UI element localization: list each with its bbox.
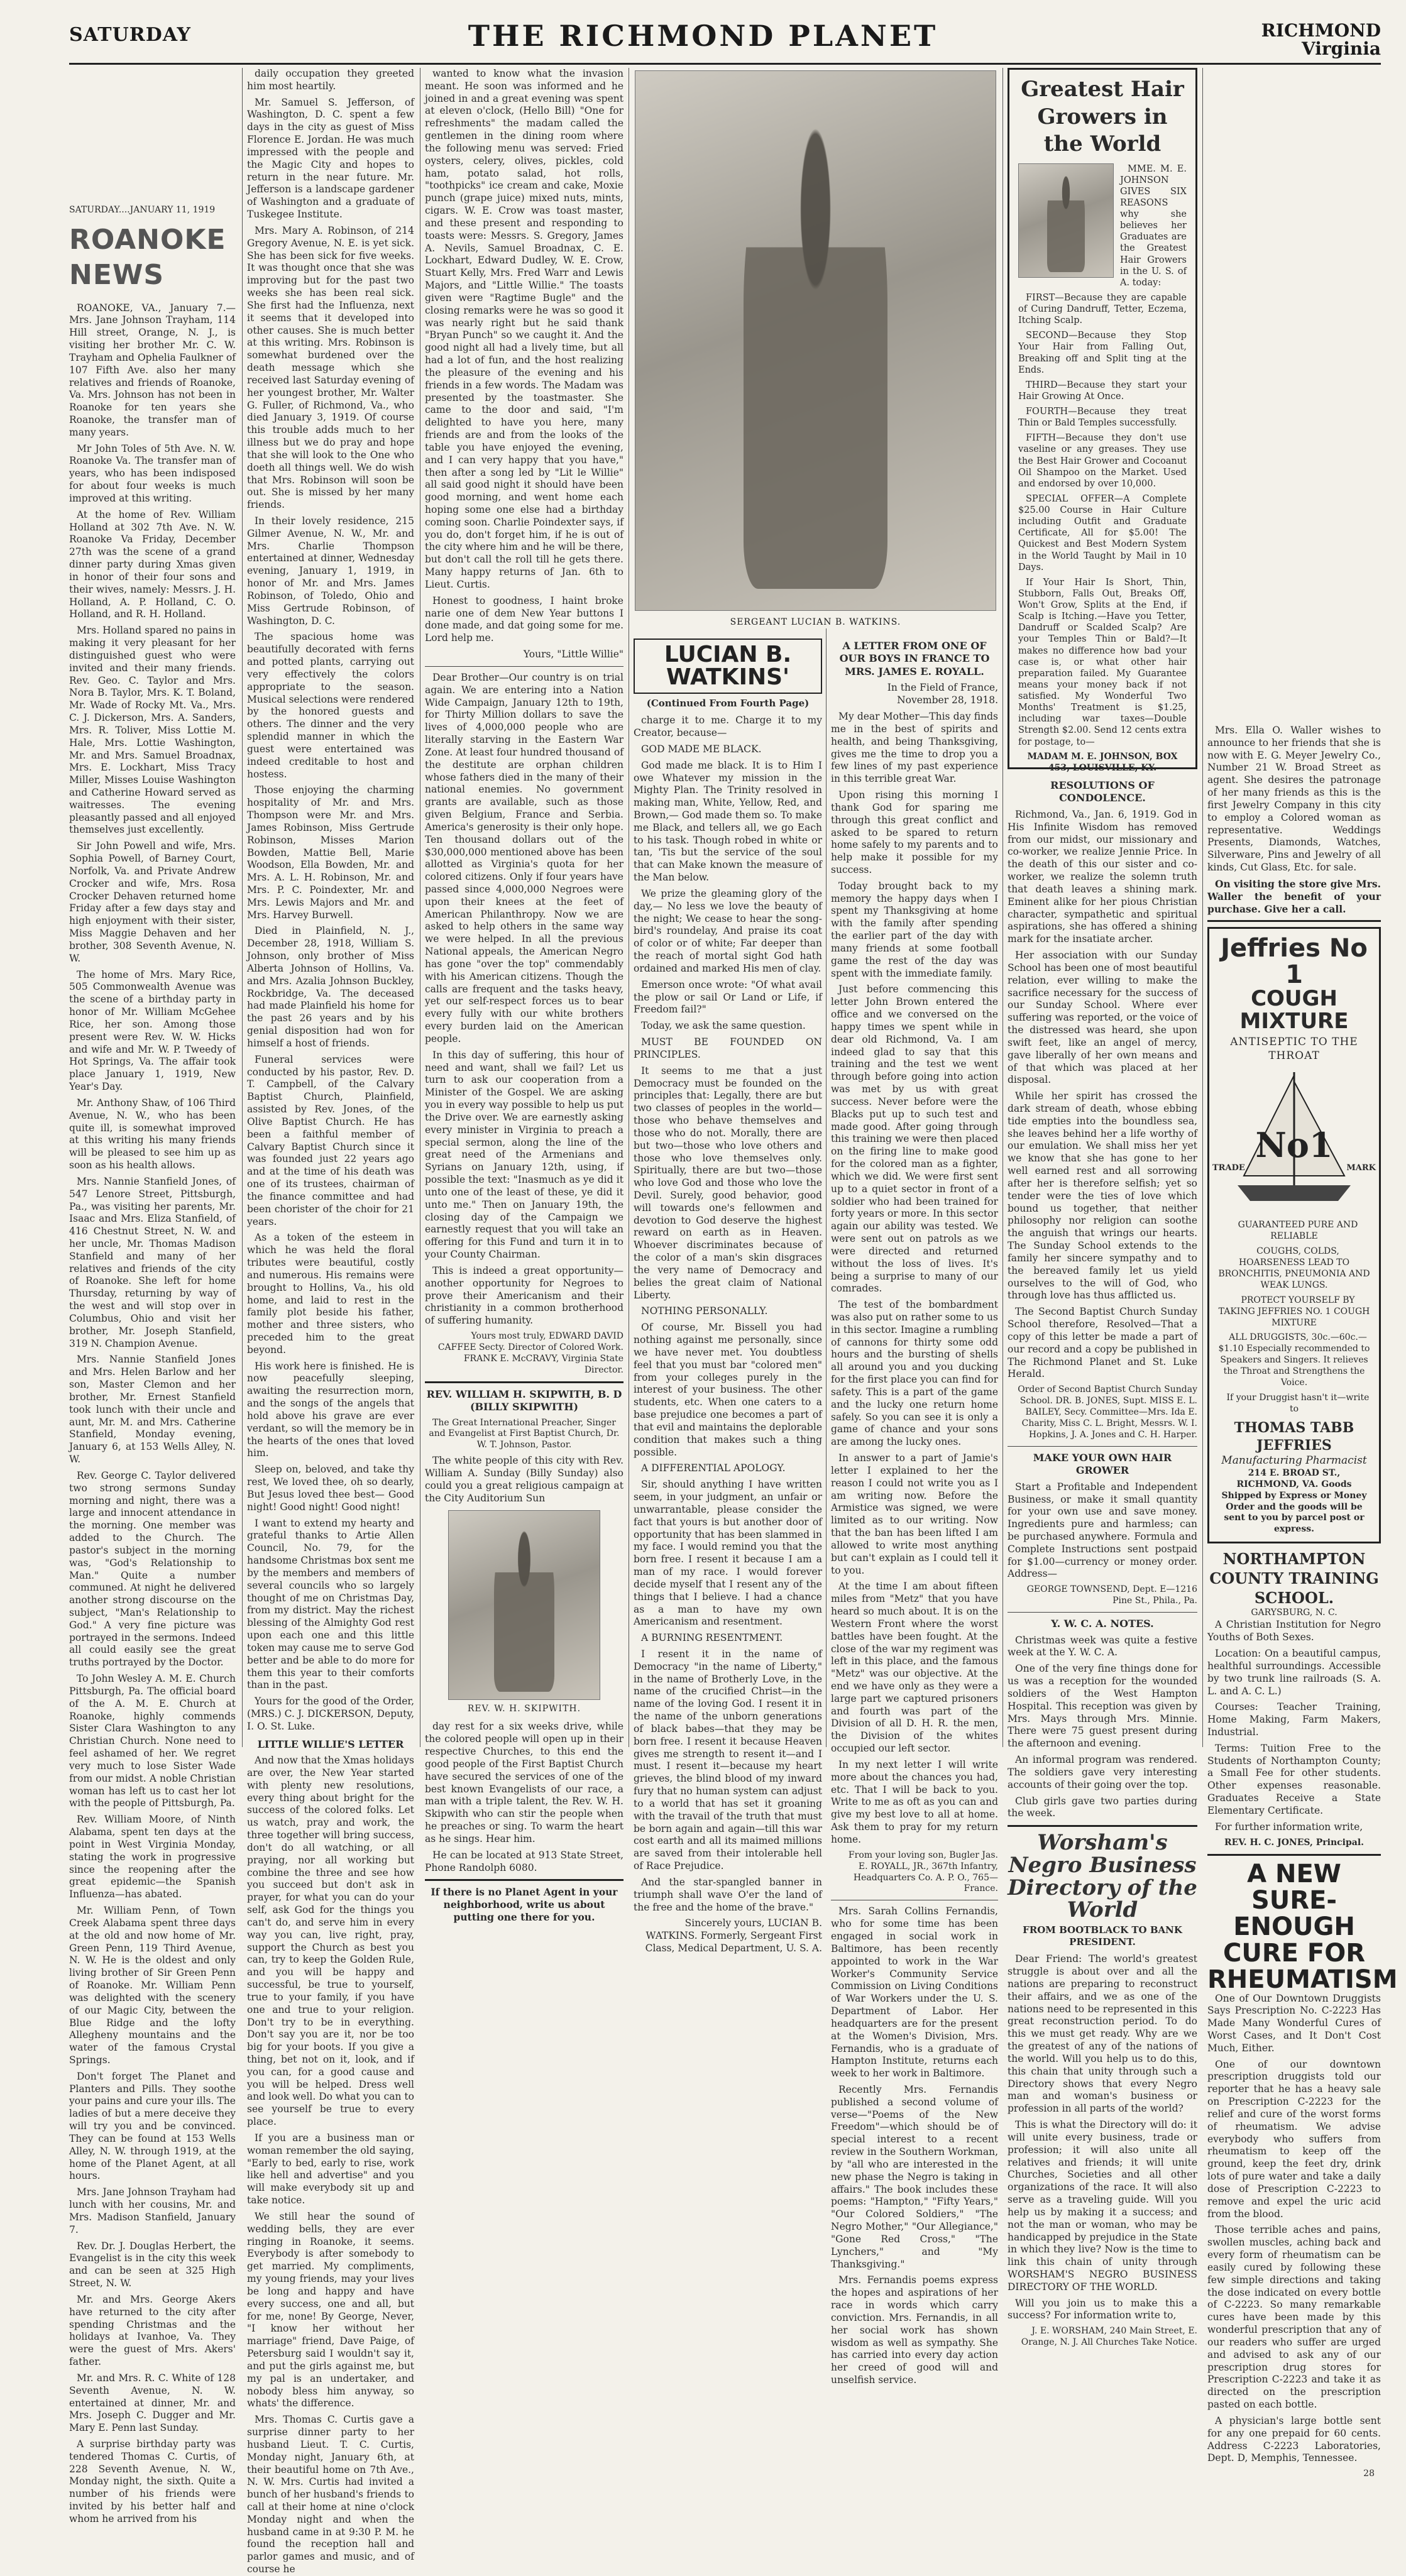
- signature: J. E. WORSHAM, 240 Main Street, E. Orange, N. J. All Churches Take Notice.: [1021, 2326, 1197, 2348]
- trademark-ship-icon: [1212, 1069, 1376, 1214]
- paragraph: Location: On a beautiful campus, healthful surroundings. Accessible by two trunk line railroads (S. A. L. and A. C. L.): [1207, 1648, 1381, 1697]
- paragraph: A surprise birthday party was tendered Thomas C. Curtis, of 228 Seventh Avenue, N. W., Monday night, the sixth. Quite a number of his friends were invited by his better half and whom he arrived from his: [69, 2438, 236, 2524]
- article-body: [425, 68, 623, 645]
- signature: Yours, "Little Willie": [523, 649, 623, 660]
- column-ads-1: [1008, 68, 1198, 2348]
- paragraph: In their lovely residence, 215 Gilmer Avenue, N. W., Mr. and Mrs. Charlie Thompson entertained at dinner, Wednesday evening, January 1, 1919, in honor of Mr. and Mrs. James Robinson, of Toledo, Ohio and Miss Gertrude Robinson, of Washington, D. C.: [247, 515, 414, 627]
- directory-subtitle: FROM BOOTBLACK TO BANK PRESIDENT.: [1023, 1924, 1182, 1948]
- paragraph: Terms: Tuition Free to the Students of Northampton County; a Small Fee for other students. Other expenses reasonable. Graduates Receive a State Elementary Certificate.: [1207, 1742, 1381, 1816]
- ad-subtitle: ANTISEPTIC TO THE THROAT: [1230, 1035, 1358, 1062]
- divider: [1008, 1612, 1197, 1613]
- paragraph: MME. M. E. JOHNSON GIVES SIX REASONS why she believes her Graduates are the Greatest Hair Growers in the U. S. of A. today:: [1120, 163, 1187, 288]
- paragraph: FIRST—Because they are capable of Curing Dandruff, Tetter, Eczema, Itching Scalp.: [1018, 292, 1187, 326]
- paragraph: Start a Profitable and Independent Business, or make it small quantity for your own use and save money. Ingredients pure and harmless; can be purchased anywhere. Formula and Complete Instructions sent postpaid for $1.00—currency or money order. Address—: [1008, 1481, 1197, 1580]
- waller-note: On visiting the store give Mrs. Waller the benefit of your purchase. Give her a call.: [1207, 877, 1381, 915]
- article-heading: Y. W. C. A. NOTES.: [1051, 1618, 1154, 1630]
- paragraph: Don't forget The Planet and Planters and Pills. They soothe your pains and cure your ills. The ladies of but a mere deceive they will try you and be convinced. They can be found at 153 Wells Alley, N. W. through 1919, at the home of the Planet Agent, at all hours.: [69, 2070, 236, 2182]
- divider: [425, 1381, 623, 1383]
- masthead-location: [1261, 21, 1381, 58]
- manufacturer-name: THOMAS TABB JEFFRIES: [1234, 1419, 1354, 1454]
- paragraph: SECOND—Because they Stop Your Hair from Falling Out, Breaking off and Split ting at the Ends.: [1018, 331, 1187, 375]
- paragraph: Rev. George C. Taylor delivered two strong sermons Sunday morning and night, there was a large and innocent attendance in the morning. One member was added to the Church. The pastor's subject in the morning was, "God's Relationship to Man." Quite a number communed. At night he delivered another strong discourse on the subject, "Man's Relationship to God." A very fine picture was portrayed in the sermons. Indeed all could easily see the great truths portrayed by the Doctor.: [69, 1469, 236, 1669]
- school-place: GARYSBURG, N. C.: [1251, 1608, 1337, 1618]
- paragraph: In answer to a part of Jamie's letter I explained to her the reason I could not write you as I am writing now. Before the Armistice was signed, we were limited as to our writing. Now that the ban has been lifted I am allowed to write most anything but can't explain as I could tell it to you.: [831, 1452, 998, 1576]
- page-number: 28: [1363, 2469, 1375, 2479]
- paragraph: Yours for the good of the Order, (MRS.) C. J. DICKERSON, Deputy, I. O. St. Luke.: [247, 1696, 414, 1732]
- section-heading: ROANOKE NEWS: [69, 223, 226, 292]
- trademark-label: No1: [1255, 1125, 1333, 1166]
- masthead-title: THE RICHMOND PLANET: [468, 19, 938, 53]
- trade-label: TRADE: [1212, 1163, 1245, 1173]
- article-body: [247, 1755, 414, 2576]
- hair-grower-ad: [1008, 68, 1197, 773]
- paragraph: Rev. Dr. J. Douglas Herbert, the Evangelist is in the city this week and can be seen at 325 High Street, N. W.: [69, 2240, 236, 2289]
- photo-caption: SERGEANT LUCIAN B. WATKINS.: [730, 617, 901, 627]
- portrait-photo: [448, 1510, 600, 1700]
- paragraph: One of the very fine things done for us was a reception for the wounded soldiers of the West Hampton Hospital. This reception was given by Mrs. Mays through Mrs. Minnie. There were 75 guest present during the afternoon and evening.: [1008, 1663, 1197, 1750]
- paragraph: Dear Friend: The world's greatest struggle is about over and all the nations are preparing to reconstruct their affairs, and we as one of the nations need to be represented in this great reconstruction period. To do this we must get ready. Why are we the greatest of any of the nations of the world. Will you help us to do this, this chain that unity through such a Directory shows that every Negro man and woman's business or profession in all parts of the world?: [1008, 1953, 1197, 2115]
- article-heading: LITTLE WILLIE'S LETTER: [257, 1738, 404, 1750]
- mark-label: MARK: [1346, 1163, 1376, 1173]
- signature: Sincerely yours, LUCIAN B. WATKINS. Formerly, Sergeant First Class, Medical Department, U. S. A.: [645, 1917, 822, 1954]
- paragraph: Mrs. Sarah Collins Fernandis, who for some time has been engaged in social work in Baltimore, has been recently appointed to work in the War Worker's Community Service Commission on Living Conditions of War Workers under the U. S. Department of Labor. Her headquarters are for the present at the Women's Division, Mrs. Fernandis, who is a graduate of Hampton Institute, returns each week to her work in Baltimore.: [831, 1905, 998, 2080]
- planet-agent-notice: If there is no Planet Agent in your neighborhood, write us about putting one there for you.: [431, 1886, 618, 1924]
- article-body: [1008, 1953, 1197, 2322]
- ad-title: Greatest Hair Growers in the World: [1021, 77, 1184, 157]
- paragraph: We still hear the sound of wedding bells, they are ever ringing in Roanoke, it seems. Everybody is after somebody to get married. My compliments, my young friends, may your lives be long and happy and have every success, one and all, but for me, none! By George, Never, "I know her without her marriage" friend, Dave Paige, of Petersburg said I wouldn't say it, and put the girls against me, but my pal is an undertaker, and nobody bless him anyway, so whats' the difference.: [247, 2210, 414, 2409]
- paragraph: Dear Brother—Our country is on trial again. We are entering into a Nation Wide Campaign, January 12th to 19th, for Thirty Million dollars to save the lives of 4,000,000 people who are literally starving in the Eastern War Zone. At least four hundred thousand of the destitute are orphan children whose fathers died in the many of their national enemies. No government grants are available, such as those given Belgium, France and Serbia. America's generosity is their only hope. Ten thousand dollars out of the $30,000,000 mentioned above has been allotted as Virginia's quota for her colored citizens. Only if four years have passed since 4,000,000 Negroes were upon their knees at the feet of American Philanthropy. Now we are asked to help others in the same way we were helped. In all the previous National appeals, the American Negro has gone "over the top" commendably with his American citizens. Though the calls are frequent and the tasks heavy, yet our self-respect forces us to bear every fully with our white brothers every burden laid on the American people.: [425, 671, 623, 1044]
- paragraph: Sir, should anything I have written seem, in your judgment, an unfair or unwarrantable, please consider the fact that yours is but another door of opportunity that has been slammed in my face. I would remind you that the born free. I resent it because I am a man of my race. I would forever decide myself that I resent any of the things that I believe. I had a chance as a man to have my own Americanism and resentment.: [634, 1479, 822, 1628]
- paragraph: Will you join us to make this a success? For information write to,: [1008, 2297, 1197, 2321]
- masthead-day: SATURDAY: [69, 24, 191, 46]
- paragraph: ALL DRUGGISTS, 30c.—60c.—$1.10 Especially recommended to Speakers and Singers. It relieves the Throat and Strengthens the Voice.: [1218, 1332, 1370, 1388]
- paragraph: Of course, Mr. Bissell you had nothing against me personally, since we have never met. You doubtless feel that you must bar "colored men" from your colleges purely in the interest of your business. The other students, etc. When one caters to a base prejudice one becomes a part of that evil and maintains the deplorable condition that makes such a thing possible.: [634, 1322, 822, 1458]
- column-news-3: [425, 68, 623, 1924]
- paragraph: Recently Mrs. Fernandis published a second volume of verse—"Poems of the New Freedom"—which should be of special interest to a recent review in the Southern Workman, by "all who are interested in the new phase the Negro is taking in affairs." The book includes these poems: "Hampton," "Fifty Years," "Our Colored Soldiers," "The Negro Mother," "Our Allegiance," "Gone Red Cross," "The Lynchers," and "My Thanksgiving.": [831, 2083, 998, 2270]
- paragraph: I resent it in the name of Democracy "in the name of Liberty," in the name of Brotherly Love, in the name of the crucified Christ—in the name of the loving God. I resent it in the name of the unborn generations of black babes—that they may be born free. I resent it because Heaven gives me strength to resent it—and I must. I resent it—because my heart grieves, the blind blood of my inward fury that no human system can adjust to a world that has set it groaning with the travail of the truth that must be born again and again—till this war cost earth and all its maimed millions are saved from their intolerable hell of Race Prejudice.: [634, 1648, 822, 1872]
- paragraph: Her association with our Sunday School has been one of most beautiful relation, ever willing to make the sacrifice necessary for the success of our Sunday School. Where ever suffering was reported, or the voice of the distressed was heard, she upon swift feet, like an angel of mercy, gave liberally of her own means and of that which was placed at her disposal.: [1008, 950, 1198, 1086]
- article-body: [247, 68, 414, 1733]
- paragraph: FOURTH—Because they treat Thin or Bald Temples successfully.: [1018, 407, 1187, 429]
- paragraph: A physician's large bottle sent for any one prepaid for 60 cents. Address C-2223 Laboratories, Dept. D, Memphis, Tennessee.: [1207, 2414, 1381, 2464]
- article-heading: RESOLUTIONS OF CONDOLENCE.: [1050, 779, 1155, 804]
- column-rule: [826, 628, 827, 1747]
- paragraph: Mr. and Mrs. George Akers have returned to the city after spending Christmas and the holidays at Ivanhoe, Va. They were the guest of Mrs. Akers' father.: [69, 2293, 236, 2368]
- rheumatism-ad-title: A NEW SURE-ENOUGH CURE FOR RHEUMATISM: [1207, 1859, 1398, 1994]
- signature: Yours most truly, EDWARD DAVID CAFFEE Secty. Director of Colored Work. FRANK E. McCRAVY, Virginia State Director.: [437, 1330, 623, 1375]
- paragraph: If Your Hair Is Short, Thin, Stubborn, Falls Out, Breaks Off, Won't Grow, Splits at the End, if Scalp is Itching.—Have you Tetter, Dandruff or Scalded Scalp? Are your Temples Thin or Bald?—It makes no difference how bad your case is, or what other hair preparation failed. My Guarantee means your money back if not satisfied. My Wonderful Two Months' Treatment is $1.25, including war taxes—Double Strength $2.00. Send 12 cents extra for postage, to—: [1018, 577, 1187, 747]
- paragraph: I want to extend my hearty and grateful thanks to Artie Allen Council, No. 79, for the handsome Christmas box sent me by the members and members of several councils who so largely thought of me on Christmas Day, from my district. May the richest blessing of the Almighty God rest upon each one and this little token may cause me to serve God better and be able to do more for them this year to their comforts than in the past.: [247, 1517, 414, 1691]
- article-body: [425, 672, 623, 1327]
- ad-title: Jeffries No 1: [1221, 934, 1368, 990]
- paragraph: MUST BE FOUNDED ON PRINCIPLES.: [634, 1036, 822, 1060]
- signature: From your loving son, Bugler Jas. E. ROYALL, JR., 367th Infantry, Headquarters Co. A. P. O., 765—France.: [848, 1850, 998, 1894]
- paragraph: Mrs. Mary A. Robinson, of 214 Gregory Avenue, N. E. is yet sick. She has been sick for five weeks. It was thought once that she was improving but for the past two weeks she has been real sick. She first had the Influenza, next it seems that it developed into other causes. She is much better at this writing. Mrs. Robinson is somewhat burdened over the death message which she received last Saturday evening of her youngest brother, Mr. Walter G. Fuller, of Richmond, Va., who died January 3, 1919. Of course this trouble adds much to her illness but we do pray and hope that she will look to the One who doeth all things well. We do wish that Mrs. Robinson will soon be out. She is missed by her many friends.: [247, 224, 414, 511]
- paragraph: Mr. William Penn, of Town Creek Alabama spent three days at the old and now home of Mr. Green Penn, 119 Third Avenue, N. W. He is the oldest and only living brother of Sir Green Penn of Roanoke. Mr. William Penn was delighted with the scenery of our Magic City, between the Blue Ridge and the lofty Allegheny mountains and the water of the famous Crystal Springs.: [69, 1905, 236, 2066]
- paragraph: NOTHING PERSONALLY.: [641, 1305, 768, 1317]
- column-watkins: [634, 635, 822, 1954]
- article-body: [831, 1905, 998, 2386]
- paragraph: Those terrible aches and pains, swollen muscles, aching back and every form of rheumatism can be easily cured by following these few simple directions and taking the dose indicated on every bottle of C-2223. So many remarkable cures have been made by this wonderful prescription that any of our readers who suffer are urged and advised to ask any of our prescription drug stores for Prescription C-2223 and take it as directed on the prescription pasted on each bottle.: [1207, 2224, 1381, 2411]
- paragraph: He can be located at 913 State Street, Phone Randolph 6080.: [425, 1849, 623, 1873]
- divider: [425, 666, 623, 667]
- paragraph: Mrs. Nannie Stanfield Jones and Mrs. Helen Barlow and her son, Master Clemon and her brother, Mr. Ernest Stanfield took lunch with their uncle and aunt, Mr. M. and Mrs. Catherine Stanfield, Monday evening, January 6, at 153 Wells Alley, N. W.: [69, 1354, 236, 1466]
- paragraph: Club girls gave two parties during the week.: [1008, 1795, 1197, 1819]
- ad-title: COUGH MIXTURE: [1239, 986, 1349, 1034]
- paragraph: PROTECT YOURSELF BY TAKING JEFFRIES NO. 1 COUGH MIXTURE: [1218, 1295, 1370, 1328]
- paragraph: COUGHS, COLDS, HOARSENESS LEAD TO BRONCHITIS, PNEUMONIA AND WEAK LUNGS.: [1218, 1246, 1370, 1290]
- paragraph: wanted to know what the invasion meant. He soon was informed and he joined in and a great evening was spent at eleven o'clock, (Hello Bill) "One for refreshments" the madam called the gentlemen in the dining room where the following menu was served: Fried oysters, celery, olives, pickles, cold ham, potato salad, hot rolls, "toothpicks" ice cream and cake, Moxie punch (grape juice) mixed nuts, mints, cigars. W. E. Crow was toast master, and these present and responding to toasts were: Messrs. S. Gregory, James A. Nevils, Samuel Broadnax, C. E. Lockhart, Edward Dudley, W. E. Crow, Stuart Kelly, Mrs. Fred Warr and Lewis Majors, and "Little Willie." The toasts given were "Ragtime Bugle" and the closing remarks were he was so good it was nearly right but he said thank "Bryan Punch" so we caught it. And the good night all had a lively time, but all had a lot of fun, and the host realizing the pleasure of the evening and his friends in a few words. The Madam was presented by the toastmaster. She came to the door and said, "I'm delighted to have you here, many friends are and from the looks of the table you have enjoyed the evening, and I can very happy that you have," then after a song led by "Lit le Willie" all said good night it should have been good morning, and went home each hoping some one else had a birthday coming soon. Charlie Poindexter says, if you do, don't forget him, if he is out of the city where him and he will be there, but don't call the roll till he gets there. Many happy returns of Jan. 6th to Lieut. Curtis.: [425, 68, 623, 590]
- column-rule: [1002, 68, 1003, 1747]
- article-body: [1008, 1635, 1197, 1821]
- divider: [1008, 1825, 1197, 1827]
- paragraph: Those enjoying the charming hospitality of Mr. and Mrs. Thompson were Mr. and Mrs. James Robinson, Miss Gertrude Robinson, Misses Marion Bowden, Mattie Bell, Marie Woodson, Ella Bowden, Mr. and Mrs. A. L. H. Robinson, Mr. and Mrs. P. C. Poindexter, Mr. and Mrs. Lewis Majors and Mr. and Mrs. Harvey Burwell.: [247, 784, 414, 921]
- paragraph: At the time I am about fifteen miles from "Metz" that you have heard so much about. It is on the Western Front where the worst battles have been fought. At the close of the war my regiment was left in this place, and the famous "Metz" was our objective. At the end we have only as they were a large part we captured prisoners and fourth was part of the Division of all D. H. R. the men, the Division of the whites occupied our left sector.: [831, 1581, 998, 1755]
- paragraph: It seems to me that a just Democracy must be founded on the principles that: Legally, there are but two classes of peoples in the world—those who behave themselves and those who do not. Morally, there are but two—those who love others and those who love themselves only. Spiritually, there are but two—those who love God and those who love the Devil. Surely, good behavior, good will towards one's fellowmen and devotion to God deserve the highest reward on earth as in Heaven. Whoever discriminates because of the color of a man's skin disgraces the very name of Democracy and belies the great claim of National Liberty.: [634, 1065, 822, 1301]
- column-roanoke-news: [69, 68, 236, 2524]
- paragraph: My dear Mother—This day finds me in the best of spirits and health, and being Thanksgiving, gives me the time to drop you a few lines of my past experience in this terrible great War.: [831, 711, 998, 785]
- paragraph: God made me black. It is to Him I owe Whatever my mission in the Mighty Plan. The Trinity resolved in making man, White, Yellow, Red, and Brown,— God made them so. To make me Black, and tellers all, we go Each to his task. Though robed in white or tan, 'Tis but the service of the soul that can Make known the measure of the Man below.: [634, 759, 822, 884]
- article-heading: MAKE YOUR OWN HAIR GROWER: [1033, 1451, 1172, 1477]
- paragraph: Mrs. Jane Johnson Trayham had lunch with her cousins, Mr. and Mrs. Madison Stanfield, January 7.: [69, 2186, 236, 2235]
- paragraph: GOD MADE ME BLACK.: [641, 743, 762, 755]
- signature: Order of Second Baptist Church Sunday School. DR. B. JONES, Supt. MISS E. L. BAILEY, Secy. Committee—Mrs. Ida E. Charity, Miss C. L. Bright, Messrs. W. I. Hopkins, J. A. Jones and C. H. Harper.: [1018, 1384, 1197, 1440]
- paragraph: SPECIAL OFFER—A Complete $25.00 Course in Hair Culture including Outfit and Graduate Certificate, All for $5.00! The Quickest and Best Modern System in the World Taught by Mail in 10 Days.: [1018, 493, 1187, 573]
- paragraph: Mr. and Mrs. R. C. White of 128 Seventh Avenue, N. W. entertained at dinner, Mr. and Mrs. Joseph C. Dugger and Mr. Mary E. Penn last Sunday.: [69, 2372, 236, 2434]
- paragraph: An informal program was rendered. The soldiers gave very interesting accounts of their going over the top.: [1008, 1754, 1197, 1790]
- school-title: NORTHAMPTON COUNTY TRAINING SCHOOL.: [1209, 1550, 1379, 1607]
- manufacturer-address: 214 E. BROAD ST., RICHMOND, VA. Goods Shipped by Express or Money Order and the goods will be sent to you by parcel post or express.: [1221, 1467, 1367, 1535]
- school-signature: REV. H. C. JONES, Principal.: [1224, 1837, 1365, 1848]
- paragraph: For further information write,: [1215, 1821, 1363, 1833]
- paragraph: Today brought back to my memory the happy days when I spent my Thanksgiving at home with the family after spending the earlier part of the day with many friends at some football game the rest of the day was spent with the immediate family.: [831, 880, 998, 979]
- paragraph: A BURNING RESENTMENT.: [641, 1632, 783, 1644]
- paragraph: While her spirit has crossed the dark stream of death, whose ebbing tide empties into the boundless sea, she leaves behind her a life worthy of our emulation. We shall miss her yet we know that she has gone to her well earned rest and all sorrowing after her is therefore selfish; yet so tender were the ties of love which bound us together, that neither philosophy nor religion can soothe the anguish that wrings our hearts. The Sunday School extends to the family her sincere sympathy and to the bereaved family let us yield ourselves to the will of God, who through love has thus afflicted us.: [1008, 1090, 1197, 1302]
- paragraph: This is indeed a great opportunity—another opportunity for Negroes to prove their Americanism and their christianity in a common brotherhood of suffering humanity.: [425, 1264, 623, 1327]
- paragraph: Sleep on, beloved, and take thy rest, We loved thee, oh so dearly, But Jesus loved thee best— Good night! Good night! Good night!: [247, 1464, 414, 1513]
- masthead-rule: [69, 63, 1381, 65]
- column-rule: [1202, 68, 1203, 1747]
- article-body: [1008, 809, 1197, 1381]
- paragraph: Today, we ask the same question.: [641, 1020, 806, 1032]
- masthead-state: Virginia: [1302, 38, 1381, 60]
- divider: [425, 1879, 623, 1881]
- paragraph: If your Druggist hasn't it—write to: [1226, 1392, 1370, 1414]
- paragraph: Died in Plainfield, N. J., December 28, 1918, William S. Johnson, only brother of Miss Alberta Johnson of Hollins, Va. and Mrs. Azalia Johnson Buckley, Rockbridge, Va. The deceased had made Plainfield his home for the past 26 years and by his genial disposition had won for himself a host of friends.: [247, 925, 414, 1049]
- ad-body: [1218, 1220, 1370, 1415]
- waller-notice: Mrs. Ella O. Waller wishes to announce to her friends that she is now with E. G. Meyer Jewelry Co., Number 21 W. Broad Street as agent. She desires the patronage of her many friends as this is the first Jewelry Company in this city to employ a Colored woman as representative. Weddings Presents, Diamonds, Watches, Silverware, Pins and Jewelry of all kinds, Cut Glass, Etc. for sale.: [1207, 725, 1381, 874]
- paragraph: Courses: Teacher Training, Home Making, Farm Makers, Industrial.: [1207, 1701, 1381, 1738]
- column-news-2: [247, 68, 415, 2575]
- article-heading: REV. WILLIAM H. SKIPWITH, B. D (BILLY SKIPWITH): [426, 1388, 622, 1413]
- paragraph: And the star-spangled banner in triumph shall wave O'er the land of the free and the home of the brave.": [634, 1876, 822, 1913]
- paragraph: A DIFFERENTIAL APOLOGY.: [641, 1462, 786, 1474]
- article-body: [1207, 1619, 1381, 1833]
- paragraph: Mr. Samuel S. Jefferson, of Washington, D. C. spent a few days in the city as guest of Miss Florence E. Jordan. He was much impressed with the people and the Magic City and hopes to return in the near future. Mr. Jefferson is a landscape gardener of Washington and a graduate of Tuskegee Institute.: [247, 96, 414, 221]
- paragraph: Mr John Toles of 5th Ave. N. W. Roanoke Va. The transfer man of years, who has been indisposed for about four weeks is much improved at this writing.: [69, 442, 236, 504]
- paragraph: To John Wesley A. M. E. Church Pittsburgh, Pa. The official board of the A. M. E. Church at Roanoke, highly commends Sister Clara Washington to any Christian Church. None need to feel ashamed of her. We regret very much to lose Sister Wade from our midst. A noble Christian woman has left us to cast her lot with the people of Pittsburgh, Pa.: [69, 1673, 236, 1809]
- photo-caption: REV. W. H. SKIPWITH.: [467, 1703, 581, 1714]
- paragraph: One of Our Downtown Druggists Says Prescription No. C-2223 Has Made Many Wonderful Cures of Worst Cases, and It Don't Cost Much, Either.: [1207, 1992, 1381, 2054]
- paragraph: Mrs. Holland spared no pains in making it very pleasant for her distinguished guest who were invited and their many friends. Rev. Geo. C. Taylor and Mrs. Nora B. Taylor, Mrs. K. T. Boland, Mr. Wade of Rocky Mt. Va., Mrs. C. J. Dickerson, Mrs. A. Sanders, Mrs. R. Toliver, Miss Lottie M. Hale, Mrs. Lottie Washington, Mr. and Mrs. Samuel Broadnax, Mrs. E. Lockhart, Miss Tracy Miller, Misses Louise Washington and Catherine Howard served as waitresses. The evening pleasantly passed and all enjoyed themselves just excellently.: [69, 625, 236, 836]
- paragraph: GUARANTEED PURE AND RELIABLE: [1238, 1220, 1358, 1242]
- column-rule: [242, 68, 243, 1747]
- paragraph: Upon rising this morning I thank God for sparing me through this great conflict and asked to be spared to return home safely to my parents and to help make it possible for my success.: [831, 789, 998, 875]
- paragraph: The Second Baptist Church Sunday School therefore, Resolved—That a copy of this letter be made a part of our record and a copy be published in The Richmond Planet and St. Luke Herald.: [1008, 1306, 1197, 1380]
- article-body: [1207, 1993, 1381, 2465]
- dateline: In the Field of France, November 28, 1918.: [887, 682, 998, 706]
- divider: [1207, 1854, 1381, 1856]
- masthead-city: RICHMOND: [1261, 20, 1381, 41]
- article-headline: LUCIAN B. WATKINS': [634, 639, 822, 694]
- article-body: [831, 711, 998, 1846]
- paragraph: His work here is finished. He is now peacefully sleeping, awaiting the resurrection morn, and the songs of the angels that hold above his grave are ever verdant, so will the memory be in the hearts of the ones that loved him.: [247, 1360, 414, 1459]
- paragraph: In this day of suffering, this hour of need and want, shall we fail? Let us turn to ask our cooperation from a Minister of the Gospel. We are asking you in every way possible to help us put the Drive over. We are earnestly asking every minister in Virginia to preach a special sermon, along the line of the great need of the Armenians and Syrians on January 12th, using, if possible the text: "Inasmuch as ye did it unto one of the least of these, ye did it unto me." Then on January 19th, the closing day of the Campaign we earnestly request that you will take an offering for this Fund and turn it in to your County Chairman.: [425, 1049, 623, 1261]
- paragraph: This is what the Directory will do: it will unite every business, trade or profession; it will also unite all relatives and friends; it will unite Churches, Societies and all other organizations of the race. It will also serve as a traveling guide. Will you help us by making it a success; and not the man or woman, who may be handicapped by prejudice in the State in which they live? Now is the time to link this chain of unity through WORSHAM'S NEGRO BUSINESS DIRECTORY OF THE WORLD.: [1008, 2119, 1197, 2293]
- paragraph: One of our downtown prescription druggists told our reporter that he has a heavy sale on Prescription C-2223 for the relief and cure of the worst forms of rheumatism. We advise everybody who suffers from rheumatism to keep off the ground, keep the feet dry, drink lots of pure water and take a daily dose of Prescription C-2223 to remove and expel the uric acid from the blood.: [1207, 2058, 1381, 2220]
- article-subheading: The Great International Preacher, Singer and Evangelist at First Baptist Church, Dr. W. T. Johnson, Pastor.: [429, 1417, 620, 1450]
- paragraph: The home of Mrs. Mary Rice, 505 Commonwealth Avenue was the scene of a birthday party in honor of Mr. William McGehee Rice, her son. Among those present were Rev. W. W. Hicks and wife and Mr. W. P. Tweedy of Hot Springs, Va. The affair took place January 1, 1919, New Year's Day.: [69, 968, 236, 1093]
- manufacturer-title: Manufacturing Pharmacist: [1221, 1454, 1367, 1467]
- cough-mixture-ad: [1207, 927, 1381, 1543]
- paragraph: The white people of this city with Rev. William A. Sunday (Billy Sunday) also could you a great religious campaign at the City Auditorium Sun: [425, 1455, 623, 1504]
- paragraph: The spacious home was beautifully decorated with ferns and potted plants, carrying out very effectively the colors appropriate to the season. Musical selections were rendered by the honored guests and others. The dinner and the very splendid manner in which the guest were entertained was indeed creditable to host and hostess.: [247, 631, 415, 780]
- paragraph: THIRD—Because they start your Hair Growing At Once.: [1018, 380, 1187, 402]
- paragraph: And now that the Xmas holidays are over, the New Year started with plenty new resolutions, every thing about bright for the success of the colored folks. Let us watch, pray and work, the three together will bring success, don't do all watching, or all praying, nor all working but combine the three and see how you succeed but don't ask in prayer, for what you can do your self, ask God for the things you can't do, and serve him in every way you can, live right, pray, support the Church as best you can, try to keep the Golden Rule, and you will be happy and successful, be true to yourself, true to your family, if you have one and true to your religion. Don't try to be in everything. Don't say you are it, nor be too big for your boots. If you give a thing, bet not on it, look, and if you can, for a good cause and you will be helped. Dress well and look well. Do what you can to see yourself be true to every place.: [247, 1755, 414, 2128]
- portrait-photo: [1018, 163, 1114, 278]
- signature: GEORGE TOWNSEND, Dept. E—1216 Pine St., Phila., Pa.: [1026, 1584, 1197, 1606]
- paragraph: Just before commencing this letter John Brown entered the office and we conversed on the happy times we spent while in dear old Richmond, Va. I am indeed glad to say that this training and the test we went through before going into action was met by us with great success. Never before were the Blacks put up to such test and made good. After going through this training we were then placed on the firing line to make good for the colored man as a fighter, which we did. We were first sent up to a quiet sector in front of a soldier who had been trained for forty years or more. In this sector again our ability was tested. We were sent out on patrols as we were directed and returned without the loss of lives. It's being a surprise to many of our comrades.: [831, 984, 998, 1295]
- ad-signature: MADAM M. E. JOHNSON, BOX 453, LOUISVILLE, KY.: [1027, 751, 1178, 773]
- paragraph: Mrs. Thomas C. Curtis gave a surprise dinner party to her husband Lieut. T. C. Curtis, Monday night, January 6th, at their beautiful home on 7th Ave., N. W. Mrs. Curtis had invited a bunch of her husband's friends to call at their home at nine o'clock Monday night and when the husband came in at 9:30 P. M. he found the reception hall and parlor games and music, and of course he: [247, 2414, 414, 2575]
- directory-title: Worsham's Negro Business Directory of the World: [1008, 1830, 1197, 1923]
- paragraph: The test of the bombardment was also put on rather some to us in this sector. Imagine a rumbling of cannons for thirty some odd hours and the bursting of shells all around you and you ducking for the first place you can find for safety. This is a part of the game and the lucky one return home safely. So you can see it is only a game of chance and your sons are among the lucky ones.: [831, 1299, 998, 1448]
- sergeant-photo: [635, 70, 996, 611]
- paragraph: charge it to me. Charge it to my Creator, because—: [634, 715, 822, 739]
- paragraph: Rev. William Moore, of Ninth Alabama, spent ten days at the point in West Virginia Monday, stating the work in progressive since the reopening after the great epidemic—the Spanish Influenza—has abated.: [69, 1814, 236, 1900]
- article-heading: A LETTER FROM ONE OF OUR BOYS IN FRANCE TO MRS. JAMES E. ROYALL.: [839, 640, 990, 677]
- paragraph: A Christian Institution for Negro Youths of Both Sexes.: [1207, 1619, 1381, 1643]
- paragraph: FIFTH—Because they don't use vaseline or any greases. They use the Best Hair Grower and Cocoanut Oil Shampoo on the Market. Used and endorsed by over 10,000.: [1018, 433, 1187, 489]
- article-body: [69, 302, 236, 2526]
- paragraph: daily occupation they greeted him most heartily.: [247, 68, 414, 92]
- paragraph: Mrs. Nannie Stanfield Jones, of 547 Lenore Street, Pittsburgh, Pa., was visiting her parents, Mr. Isaac and Mrs. Eliza Stanfield, of 416 Chestnut Street, N. W. and her uncle, Mr. Thomas Madison Stanfield and many of her relatives and friends of the city of Roanoke. She left for home Thursday, returning by way of the west and will stop over in Columbus, Ohio and visit her brother, Mr. Joseph Stanfield, 319 N. Champion Avenue.: [69, 1175, 236, 1349]
- paragraph: Emerson once wrote: "Of what avail the plow or sail Or Land or Life, if Freedom fail?": [634, 978, 822, 1016]
- continued-note: (Continued From Fourth Page): [646, 698, 810, 709]
- column-letter: [831, 635, 998, 2386]
- paragraph: Mr. Anthony Shaw, of 106 Third Avenue, N. W., who has been quite ill, is somewhat improved at this writing his many friends will be pleased to see him up as soon as his health allows.: [69, 1097, 236, 1171]
- paragraph: Mrs. Fernandis poems express the hopes and aspirations of her race in words which carry conviction. Mrs. Fernandis, in all her social work has shown wisdom as well as sympathy. She has carried into every day action her creed of good will and unselfish service.: [831, 2274, 998, 2386]
- paragraph: In my next letter I will write more about the chances you had, etc. That I will be back to you. Write to me as oft as you can and give my best love to all at home. Ask them to pray for my return home.: [831, 1758, 998, 1845]
- divider: [1008, 1446, 1197, 1447]
- paragraph: As a token of the esteem in which he was held the floral tributes were beautiful, costly and numerous. His remains were brought to Hollins, Va., his old home, and laid to rest in the family plot beside his father, mother and three sisters, who preceded him to the great beyond.: [247, 1232, 414, 1356]
- article-body: [634, 715, 822, 1914]
- paragraph: Christmas week was quite a festive week at the Y. W. C. A.: [1008, 1634, 1197, 1658]
- blank-area: [69, 68, 236, 194]
- paragraph: Sir John Powell and wife, Mrs. Sophia Powell, of Barney Court, Norfolk, Va. and Private Andrew Crocker and wife, Mrs. Rosa Crocker Dehaven returned home Friday after a few days stay and high enjoyment with their sister, Miss Maggie Dehaven and her brother, 308 Seventh Avenue, N. W.: [69, 840, 236, 964]
- paragraph: Funeral services were conducted by his pastor, Rev. D. T. Campbell, of the Calvary Baptist Church, Plainfield, assisted by Rev. Jones, of the Olive Baptist Church. He has been a faithful member of Calvary Baptist Church since it was founded just 22 years ago and at the time of his death was one of its trustees, chairman of the finance committee and had been chorister of the choir for 21 years.: [247, 1053, 414, 1227]
- paragraph: At the home of Rev. William Holland at 302 7th Ave. N. W. Roanoke Va Friday, December 27th was the scene of a grand dinner party during Xmas given in honor of their four sons and their wives, namely: Messrs. J. H. Holland, A. P. Holland, C. O. Holland, and R. H. Holland.: [69, 508, 236, 620]
- paragraph: day rest for a six weeks drive, while the colored people will open up in their respective Churches, to this end the good people of the First Baptist Church have secured the services of one of the best known Evangelists of our race, a man with a triple talent, the Rev. W. H. Skipwith who can stir the people when he preaches or sing. To warm the heart as he sings. Hear him.: [425, 1721, 623, 1844]
- paragraph: ROANOKE, VA., January 7.—Mrs. Jane Johnson Trayham, 114 Hill street, Orange, N. J., is visiting her brother Mr. C. W. Trayham and Ophelia Faulkner of 107 Fifth Ave. also her many relatives and friends of Roanoke, Va. Mrs. Johnson has not been in Roanoke for ten years she Roanoke, the transfer man of many years.: [69, 302, 236, 438]
- paragraph: We prize the gleaming glory of the day,— No less we love the beauty of the night; We cease to hear the song-bird's roundelay, And praise its coat of color or of white; Far deeper than the reach of mortal sight God hath ordained and marked His men of clay.: [634, 887, 822, 974]
- column-ads-2: [1207, 68, 1398, 2479]
- paragraph: Honest to goodness, I haint broke narie one of dem New Year buttons I done made, and dat going some for me. Lord help me.: [425, 595, 623, 644]
- paragraph: If you are a business man or woman remember the old saying, "Early to bed, early to rise, work like hell and advertise" and you will make everybody sit up and take notice.: [247, 2132, 414, 2206]
- paragraph: Richmond, Va., Jan. 6, 1919. God in His Infinite Wisdom has removed from our midst, our missionary and co-worker, we realize Jennie Price. In the death of this our sister and co-worker, we realize the solemn truth that death leaves a shining mark. Eminent alike for her pious Christian character, sympathetic and spiritual aspirations, she has offered a shining mark for the insatiate archer.: [1008, 808, 1197, 945]
- issue-date: SATURDAY....JANUARY 11, 1919: [69, 205, 216, 215]
- divider: [1207, 920, 1381, 922]
